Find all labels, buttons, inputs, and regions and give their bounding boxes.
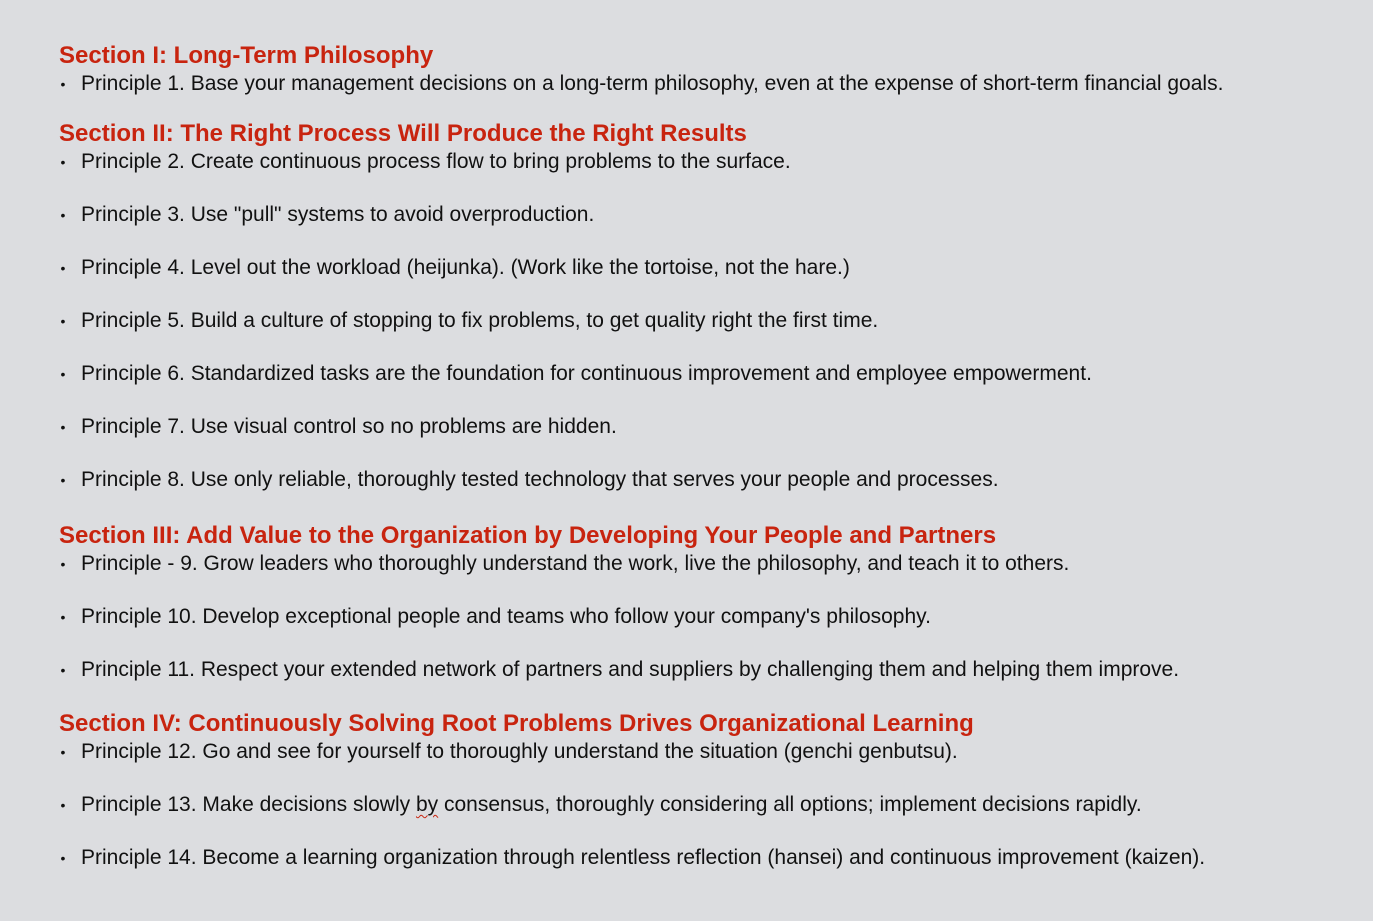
principle-text-end: consensus, thoroughly considering all options; implement decisions rapidly. — [438, 793, 1142, 816]
bullet-icon: • — [60, 662, 66, 678]
spellcheck-flagged-word[interactable]: by — [415, 793, 439, 816]
bullet-icon: • — [60, 207, 66, 223]
bullet-icon: • — [60, 154, 66, 170]
principle-list — [59, 552, 1359, 682]
principle-item — [59, 468, 1359, 492]
bullet-icon: • — [60, 744, 66, 760]
principle-text — [81, 793, 1142, 816]
principle-item — [59, 415, 1359, 439]
bullet-icon: • — [60, 797, 66, 813]
section-1 — [59, 40, 1359, 96]
principle-item — [59, 309, 1359, 333]
principle-text: Principle - 9. Grow leaders who thoroughly understand the work, live the philosophy, and teach it to others. — [81, 552, 1070, 575]
section-title: Section III: Add Value to the Organization by Developing Your People and Partners — [59, 522, 997, 549]
bullet-icon: • — [60, 260, 66, 276]
bullet-icon: • — [60, 472, 66, 488]
bullet-icon: • — [60, 556, 66, 572]
bullet-icon: • — [60, 313, 66, 329]
principle-list — [59, 150, 1359, 492]
principle-item — [59, 846, 1359, 870]
principle-text: Principle 14. Become a learning organization through relentless reflection (hansei) and continuous improvement (kaizen). — [81, 846, 1206, 869]
bullet-icon: • — [60, 366, 66, 382]
principle-item — [59, 552, 1359, 576]
principle-text: Principle 7. Use visual control so no problems are hidden. — [81, 415, 617, 438]
principle-item — [59, 203, 1359, 227]
principle-item — [59, 658, 1359, 682]
principle-item — [59, 740, 1359, 764]
bullet-icon: • — [60, 76, 66, 92]
principle-text: Principle 1. Base your management decisions on a long-term philosophy, even at the expense of short-term financial goals. — [81, 72, 1224, 95]
document-body — [59, 40, 1359, 870]
principle-list — [59, 740, 1359, 870]
section-title: Section IV: Continuously Solving Root Problems Drives Organizational Learning — [59, 710, 974, 737]
principle-item — [59, 72, 1359, 96]
principle-item — [59, 362, 1359, 386]
principle-item — [59, 150, 1359, 174]
section-title: Section II: The Right Process Will Produce the Right Results — [59, 120, 747, 147]
principle-text-start: Principle 13. Make decisions slowly — [81, 793, 416, 816]
principle-list — [59, 72, 1359, 96]
principle-text: Principle 5. Build a culture of stopping to fix problems, to get quality right the first time. — [81, 309, 879, 332]
bullet-icon: • — [60, 419, 66, 435]
bullet-icon: • — [60, 609, 66, 625]
principle-text: Principle 10. Develop exceptional people and teams who follow your company's philosophy. — [81, 605, 931, 628]
bullet-icon: • — [60, 850, 66, 866]
principle-item — [59, 256, 1359, 280]
principle-item — [59, 605, 1359, 629]
principle-text: Principle 11. Respect your extended network of partners and suppliers by challenging them and helping them improve. — [81, 658, 1180, 681]
principle-text: Principle 3. Use "pull" systems to avoid overproduction. — [81, 203, 595, 226]
principle-text: Principle 4. Level out the workload (heijunka). (Work like the tortoise, not the hare.) — [81, 256, 850, 279]
section-title: Section I: Long-Term Philosophy — [59, 42, 434, 69]
section-3 — [59, 520, 1359, 682]
principle-item — [59, 793, 1359, 817]
section-4 — [59, 708, 1359, 870]
section-2 — [59, 118, 1359, 492]
principle-text: Principle 8. Use only reliable, thoroughly tested technology that serves your people and processes. — [81, 468, 999, 491]
principle-text: Principle 12. Go and see for yourself to thoroughly understand the situation (genchi genbutsu). — [81, 740, 958, 763]
principle-text: Principle 6. Standardized tasks are the foundation for continuous improvement and employee empowerment. — [81, 362, 1092, 385]
principle-text: Principle 2. Create continuous process flow to bring problems to the surface. — [81, 150, 791, 173]
